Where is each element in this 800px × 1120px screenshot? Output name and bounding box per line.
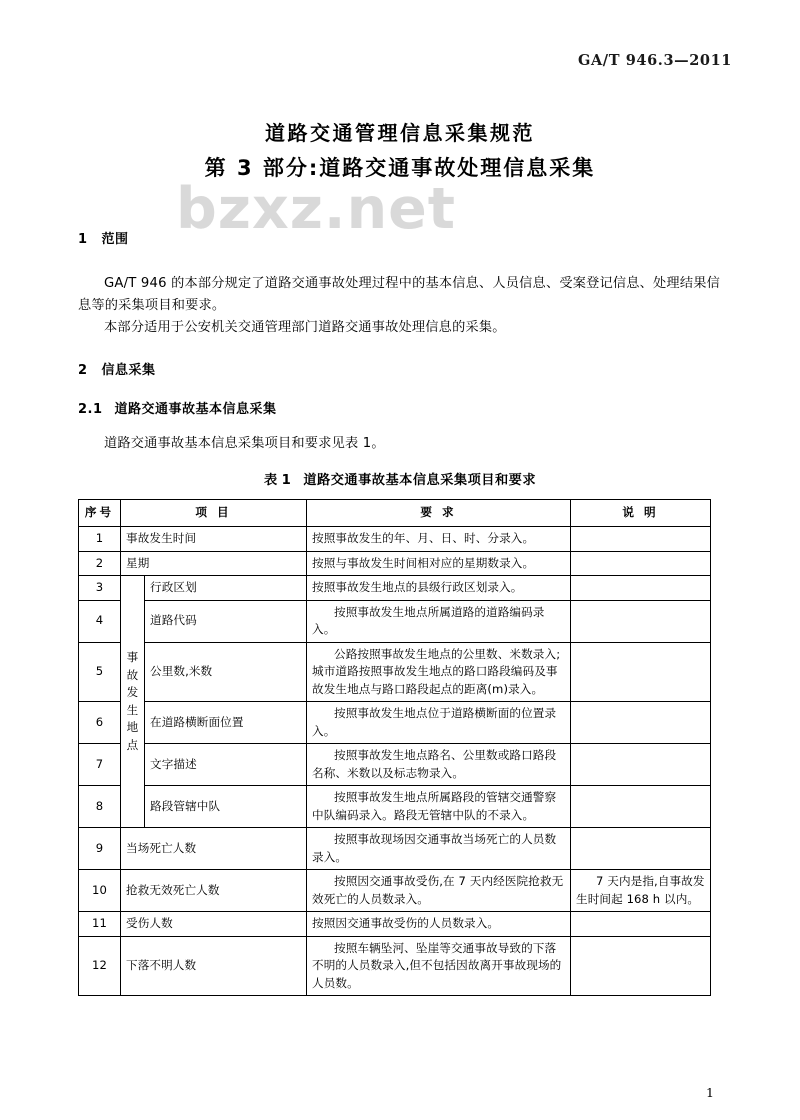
table-row xyxy=(79,870,711,912)
cell-seq: 7 xyxy=(79,744,121,786)
cell-seq: 1 xyxy=(79,527,121,552)
cell-item: 受伤人数 xyxy=(121,912,307,937)
table-row xyxy=(79,600,711,642)
cell-note xyxy=(571,600,711,642)
cell-item: 路段管辖中队 xyxy=(145,786,307,828)
cell-item: 在道路横断面位置 xyxy=(145,702,307,744)
cell-requirement: 按照事故发生的年、月、日、时、分录入。 xyxy=(307,527,571,552)
cell-requirement: 按照事故发生地点的县级行政区划录入。 xyxy=(307,576,571,601)
cell-requirement: 按照事故现场因交通事故当场死亡的人员数录入。 xyxy=(307,828,571,870)
cell-requirement: 按照事故发生地点位于道路横断面的位置录入。 xyxy=(307,702,571,744)
cell-requirement: 按照事故发生地点所属道路的道路编码录入。 xyxy=(307,600,571,642)
cell-note xyxy=(571,702,711,744)
column-header-item: 项 目 xyxy=(121,500,307,527)
cell-seq: 9 xyxy=(79,828,121,870)
column-header-note: 说 明 xyxy=(571,500,711,527)
page-number: 1 xyxy=(706,1085,714,1100)
clause-1-number: 1 xyxy=(78,232,88,247)
clause-2-1-title: 道路交通事故基本信息采集 xyxy=(114,402,277,417)
table-row xyxy=(79,828,711,870)
clause-2-1-paragraph-1: 道路交通事故基本信息采集项目和要求见表 1。 xyxy=(104,436,385,451)
table-row xyxy=(79,786,711,828)
cell-requirement: 按照与事故发生时间相对应的星期数录入。 xyxy=(307,551,571,576)
clause-1-title: 范围 xyxy=(101,232,129,247)
cell-seq: 4 xyxy=(79,600,121,642)
cell-seq: 10 xyxy=(79,870,121,912)
cell-note xyxy=(571,828,711,870)
table-row xyxy=(79,527,711,552)
standard-number-header: GA/T 946.3—2011 xyxy=(577,52,732,69)
table-row xyxy=(79,576,711,601)
cell-requirement: 按照车辆坠河、坠崖等交通事故导致的下落不明的人员数录入,但不包括因故离开事故现场的人员数。 xyxy=(307,936,571,996)
table-row xyxy=(79,551,711,576)
table-row xyxy=(79,912,711,937)
cell-item: 抢救无效死亡人数 xyxy=(121,870,307,912)
cell-seq: 5 xyxy=(79,642,121,702)
cell-item: 行政区划 xyxy=(145,576,307,601)
table-caption-text: 道路交通事故基本信息采集项目和要求 xyxy=(303,473,537,488)
cell-requirement: 按照事故发生地点所属路段的管辖交通警察中队编码录入。路段无管辖中队的不录入。 xyxy=(307,786,571,828)
cell-item: 星期 xyxy=(121,551,307,576)
group-label-char: 故 xyxy=(126,667,139,682)
cell-requirement: 按照因交通事故受伤,在 7 天内经医院抢救无效死亡的人员数录入。 xyxy=(307,870,571,912)
cell-group-location xyxy=(121,576,145,828)
group-label-char: 地 xyxy=(126,720,139,734)
group-label-char: 生 xyxy=(126,702,139,717)
cell-requirement: 按照事故发生地点路名、公里数或路口路段名称、米数以及标志物录入。 xyxy=(307,744,571,786)
table-row xyxy=(79,936,711,996)
cell-seq: 8 xyxy=(79,786,121,828)
group-label-char: 事 xyxy=(126,650,139,664)
cell-requirement: 公路按照事故发生地点的公里数、米数录入;城市道路按照事故发生地点的路口路段编码及事故发生地点与路口路段起点的距离(m)录入。 xyxy=(307,642,571,702)
table-caption-label: 表 xyxy=(263,473,278,488)
cell-note xyxy=(571,936,711,996)
clause-2-heading xyxy=(78,359,722,378)
clause-1-heading xyxy=(78,228,722,247)
cell-note: 7 天内是指,自事故发生时间起 168 h 以内。 xyxy=(571,870,711,912)
column-header-seq: 序号 xyxy=(79,500,121,527)
cell-seq: 11 xyxy=(79,912,121,937)
clause-1-paragraph-2: 本部分适用于公安机关交通管理部门道路交通事故处理信息的采集。 xyxy=(104,320,506,335)
document-title-block xyxy=(0,118,800,184)
cell-note xyxy=(571,527,711,552)
page-title: 道路交通管理信息采集规范 xyxy=(265,121,535,145)
cell-item: 道路代码 xyxy=(145,600,307,642)
cell-item: 事故发生时间 xyxy=(121,527,307,552)
cell-seq: 12 xyxy=(79,936,121,996)
clause-2-1-heading xyxy=(78,398,722,417)
clause-2-title: 信息采集 xyxy=(101,363,156,378)
cell-seq: 6 xyxy=(79,702,121,744)
document-body xyxy=(78,228,722,996)
clause-2-number: 2 xyxy=(78,363,88,378)
table-row xyxy=(79,642,711,702)
cell-note xyxy=(571,576,711,601)
cell-seq: 2 xyxy=(79,551,121,576)
clause-1-paragraph-1: GA/T 946 的本部分规定了道路交通事故处理过程中的基本信息、人员信息、受案登记信息、处理结果信息等的采集项目和要求。 xyxy=(78,276,720,313)
table-header-row xyxy=(79,500,711,527)
clause-2-1-number: 2.1 xyxy=(78,402,103,417)
cell-seq: 3 xyxy=(79,576,121,601)
table-1 xyxy=(78,499,711,996)
cell-note xyxy=(571,786,711,828)
table-row xyxy=(79,744,711,786)
column-header-requirement: 要 求 xyxy=(307,500,571,527)
cell-note xyxy=(571,642,711,702)
cell-item: 公里数,米数 xyxy=(145,642,307,702)
group-label-char: 发 xyxy=(126,685,139,699)
cell-item: 下落不明人数 xyxy=(121,936,307,996)
group-label-char: 点 xyxy=(126,737,139,752)
cell-requirement: 按照因交通事故受伤的人员数录入。 xyxy=(307,912,571,937)
table-caption-number: 1 xyxy=(281,473,292,488)
cell-note xyxy=(571,551,711,576)
cell-note xyxy=(571,912,711,937)
cell-item: 当场死亡人数 xyxy=(121,828,307,870)
cell-item: 文字描述 xyxy=(145,744,307,786)
page-subtitle: 第 3 部分:道路交通事故处理信息采集 xyxy=(204,156,596,180)
cell-note xyxy=(571,744,711,786)
table-row xyxy=(79,702,711,744)
watermark-bzxz: bzxz.net xyxy=(176,176,457,242)
table-1-caption xyxy=(78,469,722,488)
